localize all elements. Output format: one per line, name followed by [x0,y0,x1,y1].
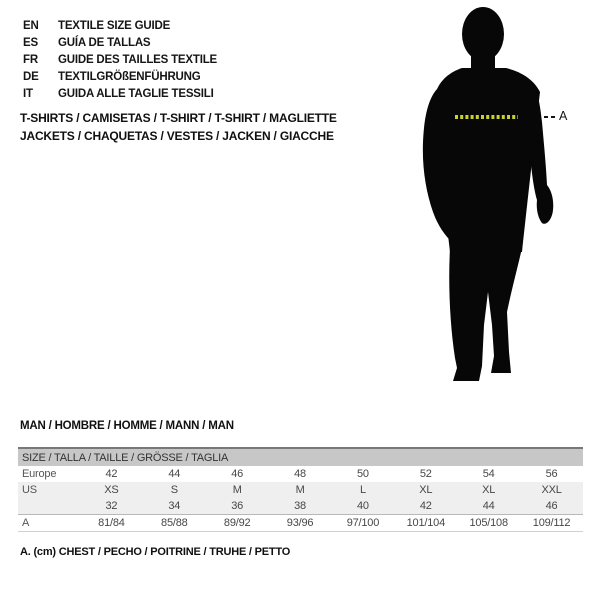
size-cell: XS [80,482,143,498]
size-table-header: SIZE / TALLA / TAILLE / GRÖSSE / TAGLIA [18,448,583,466]
category-line-tshirts: T-SHIRTS / CAMISETAS / T-SHIRT / T-SHIRT / MAGLIETTE [20,111,337,125]
language-code: FR [23,53,38,66]
language-label: GUÍA DE TALLAS [58,36,151,49]
row-label: Europe [22,468,57,480]
size-cell: S [143,482,206,498]
size-table-header-row [18,448,583,466]
size-cell: 32 [80,498,143,515]
size-cell: XL [457,482,520,498]
size-cell: 101/104 [394,515,457,532]
size-cell: M [269,482,332,498]
size-cell: 93/96 [269,515,332,532]
size-cell: 54 [482,468,495,480]
size-cell: 89/92 [206,515,269,532]
size-table [18,447,583,532]
size-cell: 46 [231,468,244,480]
language-row-en [23,17,217,34]
language-code: ES [23,36,38,49]
language-label: TEXTILGRÖßENFÜHRUNG [58,70,201,83]
size-cell: M [206,482,269,498]
language-code: EN [23,19,39,32]
size-cell: XXL [520,482,583,498]
size-cell: L [332,482,395,498]
size-cell: 105/108 [457,515,520,532]
man-silhouette [400,0,600,400]
language-row-fr [23,51,217,68]
row-label: A [18,515,80,532]
size-cell: 42 [105,468,118,480]
size-cell: 109/112 [520,515,583,532]
language-list [23,17,217,102]
language-row-es [23,34,217,51]
language-label: TEXTILE SIZE GUIDE [58,19,171,32]
language-label: GUIDE DES TAILLES TEXTILE [58,53,217,66]
row-label [18,498,80,515]
size-cell: 50 [357,468,369,480]
language-code: IT [23,87,33,100]
size-cell: 48 [294,468,306,480]
man-silhouette-figure [400,0,600,400]
table-row-us [18,482,583,498]
size-cell: 52 [419,468,432,480]
size-cell: 81/84 [80,515,143,532]
table-row-numeric [18,498,583,515]
size-cell: 85/88 [143,515,206,532]
language-code: DE [23,70,39,83]
size-cell: 44 [168,468,181,480]
row-label: US [18,482,80,498]
language-label: GUIDA ALLE TAGLIE TESSILI [58,87,214,100]
language-row-it [23,85,217,102]
size-cell: 46 [520,498,583,515]
size-cell: 44 [457,498,520,515]
size-cell: 36 [206,498,269,515]
measure-label-a: A [559,109,568,123]
table-row-chest [18,515,583,532]
size-cell: 34 [143,498,206,515]
table-row-europe [18,466,583,482]
footnote-chest: A. (cm) CHEST / PECHO / POITRINE / TRUHE / PETTO [20,546,291,558]
category-line-jackets: JACKETS / CHAQUETAS / VESTES / JACKEN / GIACCHE [20,128,334,143]
section-title-man: MAN / HOMBRE / HOMME / MANN / MAN [20,420,234,432]
size-cell: 56 [545,468,558,480]
size-cell: XL [394,482,457,498]
language-row-de [23,68,217,85]
size-cell: 40 [332,498,395,515]
size-cell: 97/100 [332,515,395,532]
size-cell: 42 [394,498,457,515]
silhouette-legs [449,248,522,381]
category-lines [20,110,337,145]
size-cell: 38 [269,498,332,515]
